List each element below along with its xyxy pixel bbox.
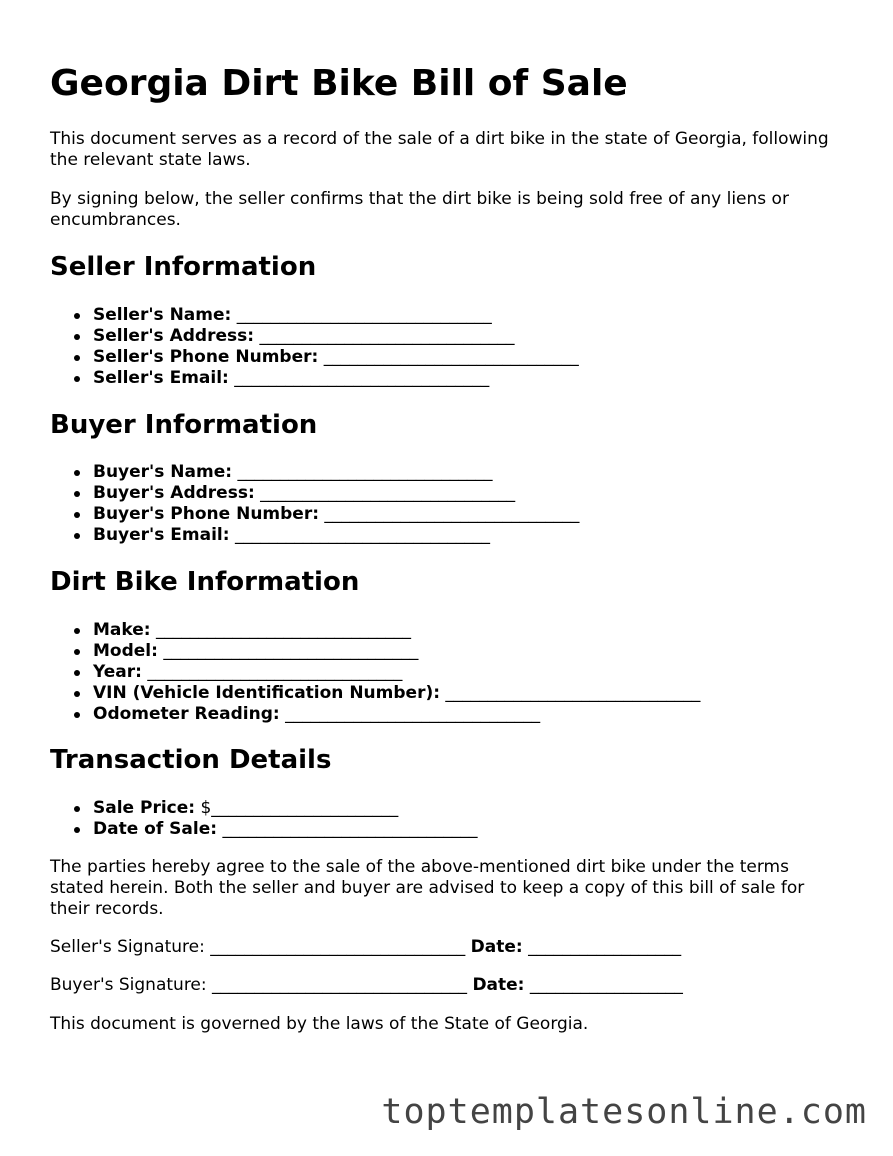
- list-item: [93, 704, 700, 725]
- field-label: Seller's Name:: [93, 305, 232, 325]
- field-blank: ______________________________: [445, 683, 701, 703]
- field-label: VIN (Vehicle Identification Number):: [93, 683, 441, 703]
- seller-signature-blank: ______________________________: [210, 937, 466, 957]
- field-blank: ______________________________: [147, 662, 403, 682]
- seller-signature-line: [50, 937, 681, 958]
- field-blank: ______________________________: [323, 347, 579, 367]
- governing-law-statement: This document is governed by the laws of the State of Georgia.: [50, 1014, 589, 1034]
- list-item: [93, 504, 579, 525]
- document-title: Georgia Dirt Bike Bill of Sale: [50, 63, 628, 104]
- transaction-field-list: [50, 798, 477, 840]
- list-item: [93, 347, 579, 368]
- field-label: Year:: [93, 662, 142, 682]
- buyer-signature-label: Buyer's Signature:: [50, 975, 207, 995]
- list-item: [93, 798, 477, 819]
- field-label: Buyer's Email:: [93, 525, 230, 545]
- list-item: [93, 683, 700, 704]
- list-item: [93, 620, 700, 641]
- field-label: Model:: [93, 641, 158, 661]
- field-blank: ______________________________: [234, 368, 490, 388]
- list-item: [93, 525, 579, 546]
- field-label: Seller's Phone Number:: [93, 347, 319, 367]
- list-item: [93, 483, 579, 504]
- buyer-signature-blank: ______________________________: [212, 975, 468, 995]
- buyer-field-list: [50, 462, 579, 546]
- field-blank: ______________________________: [163, 641, 419, 661]
- buyer-date-label: Date:: [472, 975, 525, 995]
- list-item: [93, 819, 477, 840]
- list-item: [93, 305, 579, 326]
- seller-field-list: [50, 305, 579, 389]
- field-label: Sale Price:: [93, 798, 196, 818]
- list-item: [93, 462, 579, 483]
- agreement-paragraph: The parties hereby agree to the sale of the above-mentioned dirt bike under the terms stated herein. Both the seller and buyer are advised to keep a copy of this bill of sale for their records.: [50, 857, 805, 919]
- list-item: [93, 368, 579, 389]
- field-label: Make:: [93, 620, 151, 640]
- seller-information-heading: Seller Information: [50, 252, 317, 282]
- field-label: Date of Sale:: [93, 819, 218, 839]
- field-label: Seller's Address:: [93, 326, 255, 346]
- field-blank: ______________________________: [260, 483, 516, 503]
- transaction-details-heading: Transaction Details: [50, 745, 332, 775]
- field-blank: $______________________: [200, 798, 399, 818]
- intro-paragraph-1: This document serves as a record of the sale of a dirt bike in the state of Georgia, following the relevant state laws.: [50, 129, 829, 170]
- seller-date-label: Date:: [470, 937, 523, 957]
- field-label: Buyer's Name:: [93, 462, 233, 482]
- seller-date-blank: __________________: [528, 937, 682, 957]
- dirt-bike-information-heading: Dirt Bike Information: [50, 567, 360, 597]
- seller-signature-label: Seller's Signature:: [50, 937, 205, 957]
- field-blank: ______________________________: [259, 326, 515, 346]
- intro-paragraph-2: By signing below, the seller confirms that the dirt bike is being sold free of any liens or encumbrances.: [50, 189, 789, 230]
- buyer-date-blank: __________________: [529, 975, 683, 995]
- field-label: Buyer's Phone Number:: [93, 504, 320, 524]
- field-blank: ______________________________: [324, 504, 580, 524]
- field-blank: ______________________________: [234, 525, 490, 545]
- field-label: Seller's Email:: [93, 368, 229, 388]
- field-label: Odometer Reading:: [93, 704, 280, 724]
- field-blank: ______________________________: [155, 620, 411, 640]
- list-item: [93, 326, 579, 347]
- dirt-bike-field-list: [50, 620, 700, 725]
- list-item: [93, 641, 700, 662]
- field-label: Buyer's Address:: [93, 483, 255, 503]
- field-blank: ______________________________: [285, 704, 541, 724]
- watermark: toptemplatesonline.com: [381, 1092, 867, 1132]
- field-blank: ______________________________: [236, 305, 492, 325]
- field-blank: ______________________________: [222, 819, 478, 839]
- field-blank: ______________________________: [237, 462, 493, 482]
- buyer-information-heading: Buyer Information: [50, 410, 318, 440]
- list-item: [93, 662, 700, 683]
- buyer-signature-line: [50, 975, 683, 996]
